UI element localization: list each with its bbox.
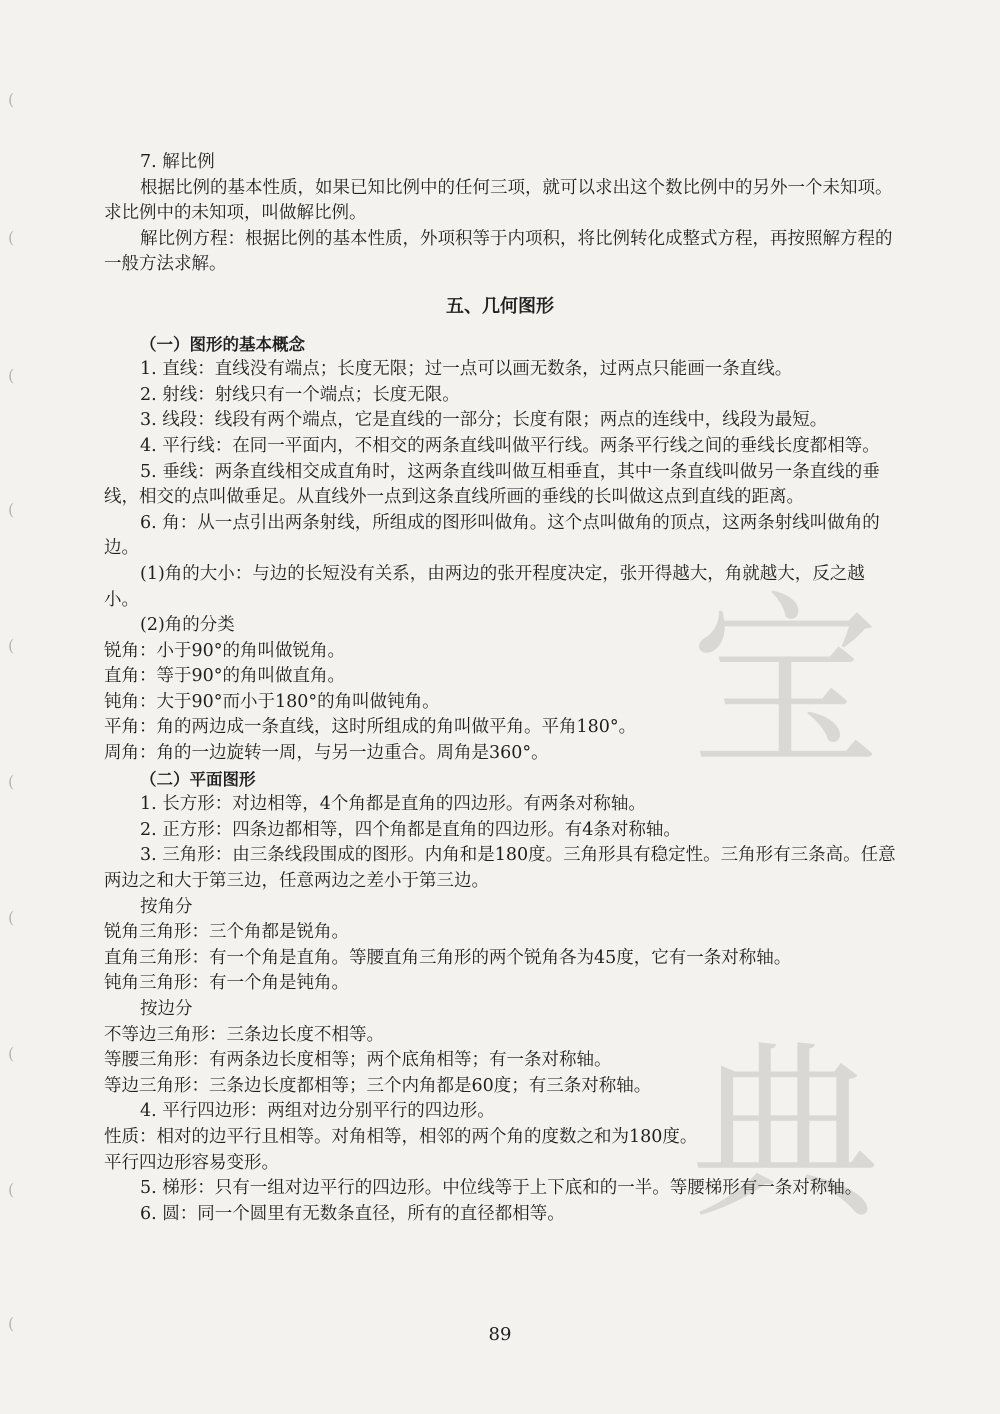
paragraph: 按角分 xyxy=(140,896,193,917)
paragraph: 根据比例的基本性质，如果已知比例中的任何三项，就可以求出这个数比例中的另外一个未知项。求比例中的未知项，叫做解比例。 xyxy=(104,177,893,224)
paragraph: 5. 垂线：两条直线相交成直角时，这两条直线叫做互相垂直，其中一条直线叫做另一条直线的垂线，相交的点叫做垂足。从直线外一点到这条直线所画的垂线的长叫做这点到直线的距离。 xyxy=(104,461,880,508)
paragraph: 直角：等于90°的角叫做直角。 xyxy=(104,666,346,687)
paragraph: 按边分 xyxy=(140,999,193,1019)
paragraph: 解比例方程：根据比例的基本性质，外项积等于内项积，将比例转化成整式方程，再按照解方程的一般方法求解。 xyxy=(104,228,893,275)
paragraph: 5. 梯形：只有一组对边平行的四边形。中位线等于上下底和的一半。等腰梯形有一条对称轴。 xyxy=(140,1178,863,1199)
paragraph: 等边三角形：三条边长度都相等；三个内角都是60度；有三条对称轴。 xyxy=(104,1075,652,1096)
document-body xyxy=(104,150,896,1227)
paragraph: 等腰三角形：有两条边长度相等；两个底角相等；有一条对称轴。 xyxy=(104,1050,612,1071)
paragraph: 性质：相对的边平行且相等。对角相等，相邻的两个角的度数之和为180度。 xyxy=(104,1126,698,1147)
paragraph: 锐角：小于90°的角叫做锐角。 xyxy=(104,640,346,661)
paragraph: 4. 平行四边形：两组对边分别平行的四边形。 xyxy=(140,1101,495,1122)
chapter-heading: 五、几何图形 xyxy=(446,295,554,317)
paragraph: 1. 长方形：对边相等，4个角都是直角的四边形。有两条对称轴。 xyxy=(140,794,646,815)
watermark-glyph-bao: 宝 xyxy=(690,574,881,795)
paragraph: 周角：角的一边旋转一周，与另一边重合。周角是360°。 xyxy=(104,743,549,764)
paragraph: 2. 正方形：四条边都相等，四个角都是直角的四边形。有4条对称轴。 xyxy=(140,819,681,840)
paragraph: 平行四边形容易变形。 xyxy=(104,1152,279,1173)
watermark-glyph-dian: 典 xyxy=(690,1024,881,1245)
paragraph: 锐角三角形：三个角都是锐角。 xyxy=(104,922,349,943)
paragraph: 不等边三角形：三条边长度不相等。 xyxy=(104,1024,384,1045)
paragraph: 4. 平行线：在同一平面内，不相交的两条直线叫做平行线。两条平行线之间的垂线长度都相等。 xyxy=(140,435,880,456)
page-number: 89 xyxy=(488,1324,512,1345)
paragraph: 3. 三角形：由三条线段围成的图形。内角和是180度。三角形具有稳定性。三角形有三条高。任意两边之和大于第三边，任意两边之差小于第三边。 xyxy=(104,845,896,892)
paragraph: 6. 角：从一点引出两条射线，所组成的图形叫做角。这个点叫做角的顶点，这两条射线叫做角的边。 xyxy=(104,512,880,559)
document-page: ( ( ( ( ( ( ( ( ( ( 宝 典 7. 解比例 根据比例的基本性质，如果已知比例中的任何三项，就可以求出这个数比例中的另外一个未知项。求比例中的未知项，叫做解比例。 解比例方程：根据比例的基本性质，外项积等于内项积，将比例转化成整式方程，再按照解方程的一般方法求解。 五、几何图形 （一）图形的基本概念 1. 直线：直线没有端点；长度无限；过一点可以画无数条，过两点只能画一条直线。 2. 射线：射线只有一个端点；长度无限。 3. 线段：线段有两个端点，它是直线的一部分；长度有限；两点的连线中，线段为最短。 4. 平行线：在同一平面内，不相交的两条直线叫做平行线。两条平行线之间的垂线长度都相等。 5. 垂线：两条直线相交成直角时，这两条直线叫做互相垂直，其中一条直线叫做另一条直线的垂线，相交的点叫做垂足。从直线外一点到这条直线所画的垂线的长叫做这点到直线的距离。 6. 角：从一点引出两条射线，所组成的图形叫做角。这个点叫做角的顶点，这两条射线叫做角的边。 (1)角的大小：与边的长短没有关系，由两边的张开程度决定，张开得越大，角就越大，反之越小。 (2)角的分类 锐角：小于90°的角叫做锐角。 直角：等于90°的角叫做直角。 钝角：大于90°而小于180°的角叫做钝角。 平角：角的两边成一条直线，这时所组成的角叫做平角。平角180°。 周角：角的一边旋转一周，与另一边重合。周角是360°。 （二）平面图形 1. 长方形：对边相等，4个角都是直角的四边形。有两条对称轴。 2. 正方形：四条边都相等，四个角都是直角的四边形。有4条对称轴。 3. 三角形：由三条线段围成的图形。内角和是180度。三角形具有稳定性。三角形有三条高。任意两边之和大于第三边，任意两边之差小于第三边。 按角分 锐角三角形：三个角都是锐角。 直角三角形：有一个角是直角。等腰直角三角形的两个锐角各为45度，它有一条对称轴。 钝角三角形：有一个角是钝角。 按边分 不等边三角形：三条边长度不相等。 等腰三角形：有两条边长度相等；两个底角相等；有一条对称轴。 等边三角形：三条边长度都相等；三个内角都是60度；有三条对称轴。 4. 平行四边形：两组对边分别平行的四边形。 性质：相对的边平行且相等。对角相等，相邻的两个角的度数之和为180度。 平行四边形容易变形。 5. 梯形：只有一组对边平行的四边形。中位线等于上下底和的一半。等腰梯形有一条对称轴。 6. 圆：同一个圆里有无数条直径，所有的直径都相等。 89 xyxy=(0,0,1000,1414)
paragraph: 平角：角的两边成一条直线，这时所组成的角叫做平角。平角180°。 xyxy=(104,717,637,738)
paragraph: 1. 直线：直线没有端点；长度无限；过一点可以画无数条，过两点只能画一条直线。 xyxy=(140,359,793,380)
paragraph: (2)角的分类 xyxy=(140,615,235,636)
paragraph: 钝角：大于90°而小于180°的角叫做钝角。 xyxy=(104,691,440,712)
section-heading: （一）图形的基本概念 xyxy=(140,334,305,354)
paragraph: 钝角三角形：有一个角是钝角。 xyxy=(104,973,349,994)
paragraph: 2. 射线：射线只有一个端点；长度无限。 xyxy=(140,384,460,405)
paragraph: (1)角的大小：与边的长短没有关系，由两边的张开程度决定，张开得越大，角就越大，反之越小。 xyxy=(104,563,865,610)
paragraph: 直角三角形：有一个角是直角。等腰直角三角形的两个锐角各为45度，它有一条对称轴。 xyxy=(104,947,792,968)
paragraph: 7. 解比例 xyxy=(140,152,215,172)
section-heading: （二）平面图形 xyxy=(140,769,256,789)
paragraph: 6. 圆：同一个圆里有无数条直径，所有的直径都相等。 xyxy=(140,1203,565,1224)
paragraph: 3. 线段：线段有两个端点，它是直线的一部分；长度有限；两点的连线中，线段为最短。 xyxy=(140,410,828,431)
